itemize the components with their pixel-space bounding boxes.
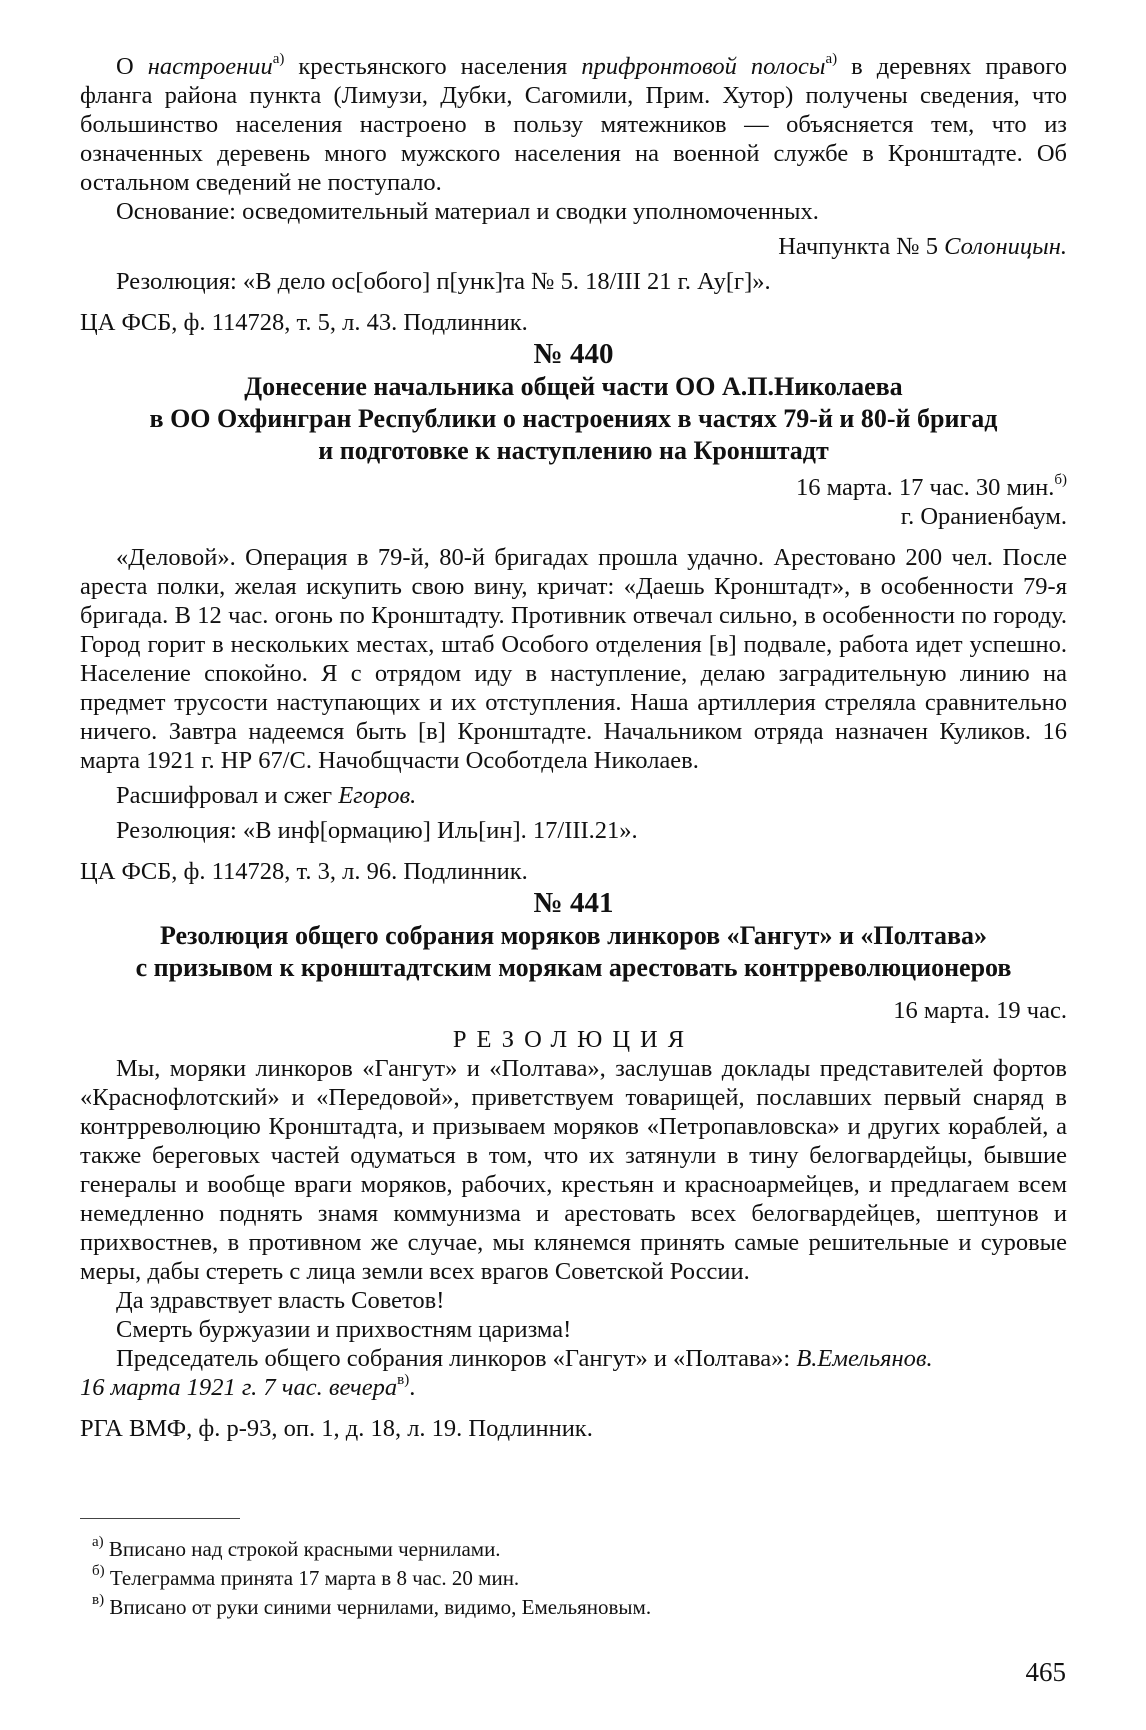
doc440-decoded: Расшифровал и сжег Егоров. xyxy=(116,782,417,809)
doc441-date: 16 марта. 19 час. xyxy=(893,997,1067,1024)
doc441-heading: РЕЗОЛЮЦИЯ xyxy=(452,1026,695,1053)
doc440-title-line3: и подготовке к наступлению на Кронштадт xyxy=(318,436,829,465)
fragment-archive-ref: ЦА ФСБ, ф. 114728, т. 5, л. 43. Подлинник. xyxy=(80,309,528,336)
fragment-paragraph: О настроении$^{а)}$ крестьянского населения прифронтовой полосы$^{а)}$ в деревнях правого фланга района пункта (Лимузи, Дубки, Сагомили, Прим. Хутор) получены сведения, что большинство населения настроено в пользу мятежников — объясняется тем, что из означенных деревень много мужского населения на военной службе в Кронштадте. Об остальном сведений не поступало. xyxy=(80,50,1067,196)
doc441-chair-signature: Председатель общего собрания линкоров «Гангут» и «Полтава»: В.Емельянов. xyxy=(116,1345,933,1372)
doc440-date: 16 марта. 17 час. 30 мин.$^{б)}$ xyxy=(796,471,1067,501)
footnote-a: $^{а)}$ Вписано над строкой красными чернилами. xyxy=(92,1534,501,1561)
doc440-resolution: Резолюция: «В инф[ормацию] Иль[ин]. 17/III.21». xyxy=(116,817,638,844)
doc440-number: № 440 xyxy=(533,338,614,370)
doc440-body: «Деловой». Операция в 79-й, 80-й бригадах прошла удачно. Арестовано 200 чел. После ареста полки, желая искупить свою вину, кричат: «Даешь Кронштадт», в особенности 79-я бригада. В 12 час. огонь по Кронштадту. Противник отвечал сильно, в особенности по городу. Город горит в нескольких местах, штаб Особого отделения [в] подвале, работа идет успешно. Население спокойно. Я с отрядом иду в наступление, делаю заградительную линию на предмет трусости наступающих и их отступления. Наша артиллерия стреляла сравнительно ничего. Завтра надеемся быть [в] Кронштадте. Начальником отряда назначен Куликов. 16 марта 1921 г. НР 67/С. Начобщчасти Особотдела Николаев. xyxy=(80,544,1067,774)
doc441-number: № 441 xyxy=(533,887,614,919)
fragment-basis: Основание: осведомительный материал и сводки уполномоченных. xyxy=(116,198,819,225)
doc440-place: г. Ораниенбаум. xyxy=(900,503,1067,530)
footnotes xyxy=(80,1535,1067,1622)
doc440-archive-ref: ЦА ФСБ, ф. 114728, т. 3, л. 96. Подлинник. xyxy=(80,858,528,885)
footnote-v: $^{в)}$ Вписано от руки синими чернилами, видимо, Емельяновым. xyxy=(92,1592,652,1619)
main-text-column xyxy=(80,52,1067,1443)
doc441-signed-date: 16 марта 1921 г. 7 час. вечера$^{в)}$. xyxy=(80,1371,416,1401)
fragment-signature: Начпункта № 5 Солоницын. xyxy=(778,233,1067,260)
doc440-title-line1: Донесение начальника общей части ОО А.П.Николаева xyxy=(244,372,903,401)
doc441-slogan-1: Да здравствует власть Советов! xyxy=(116,1287,445,1314)
doc441-title-line2: с призывом к кронштадтским морякам арестовать контрреволюционеров xyxy=(135,953,1012,982)
page-number: 465 xyxy=(1025,1657,1066,1687)
doc441-archive-ref: РГА ВМФ, ф. р-93, оп. 1, д. 18, л. 19. Подлинник. xyxy=(80,1415,593,1442)
doc440-title-line2: в ОО Охфингран Республики о настроениях в частях 79-й и 80-й бригад xyxy=(149,404,998,433)
doc441-slogan-2: Смерть буржуазии и прихвостням царизма! xyxy=(116,1316,572,1343)
doc441-body: Мы, моряки линкоров «Гангут» и «Полтава», заслушав доклады представителей фортов «Краснофлотский» и «Передовой», приветствуем товарищей, пославших первый снаряд в контрреволюцию Кронштадта, и призываем моряков «Петропавловска» и других кораблей, а также береговых частей одуматься в том, что их затянули в тину белогвардейцы, бывшие генералы и вообще враги моряков, рабочих, крестьян и красноармейцев, и предлагаем всем немедленно поднять знамя коммунизма и арестовать всех белогвардейцев, шептунов и прихвостнев, в противном же случае, мы клянемся принять самые решительные и суровые меры, дабы стереть с лица земли всех врагов Советской России. xyxy=(80,1055,1067,1285)
footnote-b: $^{б)}$ Телеграмма принята 17 марта в 8 час. 20 мин. xyxy=(92,1563,520,1590)
footnote-divider xyxy=(80,1518,240,1519)
fragment-resolution: Резолюция: «В дело ос[обого] п[унк]та № 5. 18/III 21 г. Ау[г]». xyxy=(116,268,771,295)
doc441-title-line1: Резолюция общего собрания моряков линкоров «Гангут» и «Полтава» xyxy=(159,921,988,950)
